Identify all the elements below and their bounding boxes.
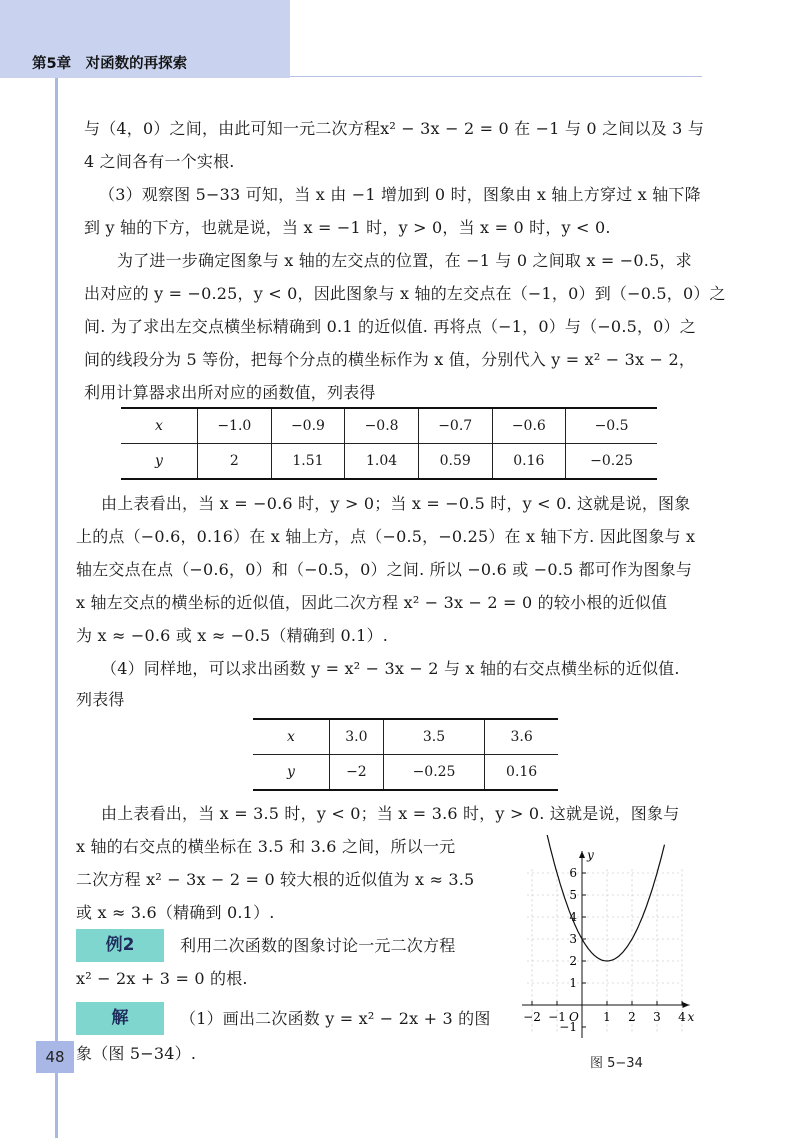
y-tick-label: 6 xyxy=(569,866,577,880)
parabola-curve xyxy=(547,835,665,961)
table-cell: −0.6 xyxy=(492,408,566,444)
table-cell: y xyxy=(253,755,330,791)
table-cell: −0.8 xyxy=(345,408,419,444)
text-line: x 轴的右交点的横坐标在 3.5 和 3.6 之间，所以一元 xyxy=(76,837,456,856)
y-tick-label: 4 xyxy=(569,910,577,924)
table-cell: −1.0 xyxy=(198,408,272,444)
x-tick-label: 2 xyxy=(628,1010,636,1024)
table-cell: x xyxy=(121,408,198,444)
table-cell: 1.51 xyxy=(271,444,345,480)
y-tick-label: 3 xyxy=(569,932,577,946)
figure-caption: 图 5−34 xyxy=(590,1056,643,1071)
table-cell: −0.9 xyxy=(271,408,345,444)
text-line: x 轴左交点的横坐标的近似值，因此二次方程 x² − 3x − 2 = 0 的较小根的近似值 xyxy=(76,593,668,612)
table-cell: −0.7 xyxy=(418,408,492,444)
table-row xyxy=(253,755,558,791)
parabola-figure xyxy=(515,835,705,1045)
text-line: 为了进一步确定图象与 x 轴的左交点的位置，在 −1 与 0 之间取 x = −0.5，求 xyxy=(117,251,692,270)
table-cell: y xyxy=(121,444,198,480)
table-cell: 3.5 xyxy=(383,719,484,755)
table-row xyxy=(121,408,657,444)
y-axis-label: y xyxy=(587,848,594,862)
x-axis-label: x xyxy=(687,1010,695,1024)
y-tick-label: 5 xyxy=(569,888,577,902)
y-tick-label: 2 xyxy=(569,954,577,968)
table-cell: 3.0 xyxy=(330,719,384,755)
table-cell: x xyxy=(253,719,330,755)
text-line: 二次方程 x² − 3x − 2 = 0 较大根的近似值为 x ≈ 3.5 xyxy=(76,870,475,889)
table-row xyxy=(121,444,657,480)
text-line: 间. 为了求出左交点横坐标精确到 0.1 的近似值. 再将点（−1，0）与（−0.5，0）之 xyxy=(84,317,696,336)
side-margin-rule xyxy=(55,78,58,1138)
text-line: 4 之间各有一个实根. xyxy=(84,152,235,171)
table-cell: 0.59 xyxy=(418,444,492,480)
text-line: 利用二次函数的图象讨论一元二次方程 xyxy=(180,936,456,955)
text-line: 列表得 xyxy=(76,690,125,709)
text-line: 或 x ≈ 3.6（精确到 0.1）. xyxy=(76,903,275,922)
text-line: 为 x ≈ −0.6 或 x ≈ −0.5（精确到 0.1）. xyxy=(76,626,388,645)
text-line: 由上表看出，当 x = 3.5 时，y < 0；当 x = 3.6 时，y > 0. 这就是说，图象与 xyxy=(101,804,680,823)
text-line: （4）同样地，可以求出函数 y = x² − 3x − 2 与 x 轴的右交点横坐标的近似值. xyxy=(101,659,680,678)
text-line: x² − 2x + 3 = 0 的根. xyxy=(76,969,248,988)
value-table-left-root xyxy=(121,407,657,480)
table-cell: −0.25 xyxy=(383,755,484,791)
figure-grid xyxy=(527,866,682,1031)
text-line: 到 y 轴的下方，也就是说，当 x = −1 时，y > 0，当 x = 0 时，y < 0. xyxy=(84,218,611,237)
x-tick-label: −2 xyxy=(523,1010,541,1024)
table-cell: −0.5 xyxy=(566,408,657,444)
x-tick-label: 3 xyxy=(653,1010,661,1024)
solution-badge: 解 xyxy=(76,1002,164,1035)
table-row xyxy=(253,719,558,755)
text-line: 与（4，0）之间，由此可知一元二次方程x² − 3x − 2 = 0 在 −1 与 0 之间以及 3 与 xyxy=(84,119,705,138)
text-line: （1）画出二次函数 y = x² − 2x + 3 的图 xyxy=(180,1009,491,1028)
value-table-right-root xyxy=(253,718,558,791)
page-number: 48 xyxy=(36,1041,74,1073)
table-cell: 0.16 xyxy=(485,755,558,791)
text-line: 象（图 5−34）. xyxy=(76,1044,197,1063)
table-cell: 2 xyxy=(198,444,272,480)
header-divider xyxy=(290,76,702,77)
figure-ticks xyxy=(523,866,686,1034)
table-cell: 3.6 xyxy=(485,719,558,755)
text-line: 间的线段分为 5 等份，把每个分点的横坐标作为 x 值，分别代入 y = x² − 3x − 2， xyxy=(84,350,696,369)
table-cell: 0.16 xyxy=(492,444,566,480)
x-tick-label: −1 xyxy=(548,1010,566,1024)
table-cell: 1.04 xyxy=(345,444,419,480)
x-tick-label: 1 xyxy=(603,1010,611,1024)
text-line: 由上表看出，当 x = −0.6 时，y > 0；当 x = −0.5 时，y < 0. 这就是说，图象 xyxy=(101,494,691,513)
y-axis-arrow xyxy=(579,851,585,858)
text-line: 上的点（−0.6，0.16）在 x 轴上方，点（−0.5，−0.25）在 x 轴下方. 因此图象与 x xyxy=(76,527,696,546)
text-line: 利用计算器求出所对应的函数值，列表得 xyxy=(84,383,376,402)
text-line: 出对应的 y = −0.25，y < 0，因此图象与 x 轴的左交点在（−1，0）到（−0.5，0）之 xyxy=(84,284,726,303)
text-line: 轴左交点在点（−0.6，0）和（−0.5，0）之间. 所以 −0.6 或 −0.5 都可作为图象与 xyxy=(76,560,693,579)
origin-label: O xyxy=(569,1010,579,1024)
table-cell: −2 xyxy=(330,755,384,791)
y-tick-label: 1 xyxy=(569,976,577,990)
x-tick-label: 4 xyxy=(678,1010,686,1024)
example-badge: 例2 xyxy=(76,929,164,962)
chapter-title: 第5章 对函数的再探索 xyxy=(32,56,188,72)
y-tick-label: −1 xyxy=(559,1020,577,1034)
text-line: （3）观察图 5−33 可知，当 x 由 −1 增加到 0 时，图象由 x 轴上方穿过 x 轴下降 xyxy=(99,185,701,204)
x-axis-arrow xyxy=(683,1002,690,1008)
table-cell: −0.25 xyxy=(566,444,657,480)
